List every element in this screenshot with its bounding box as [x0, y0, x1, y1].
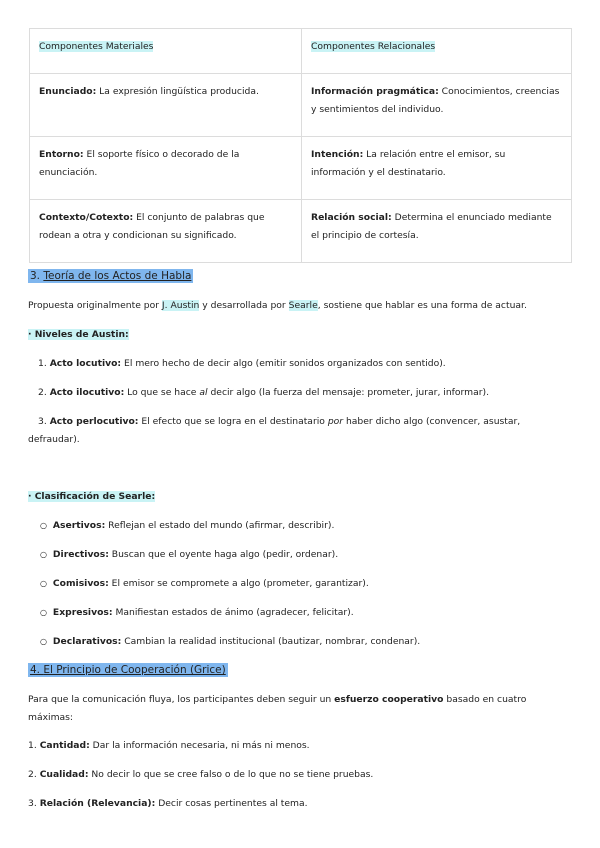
table-cell — [30, 137, 302, 200]
section-4-intro: Para que la comunicación fluya, los participantes deben seguir un esfuerzo cooperativo basado en cuatro máximas: — [28, 694, 527, 723]
table-cell — [30, 74, 302, 137]
circle-bullet-icon: ○ — [40, 637, 47, 646]
section-3-intro: Propuesta originalmente por J. Austin y desarrollada por Searle, sostiene que hablar es una forma de actuar. — [28, 300, 527, 311]
author-searle-link[interactable]: Searle — [288, 300, 318, 311]
section-number: 4. — [30, 664, 44, 676]
circle-bullet-icon: ○ — [40, 521, 47, 530]
list-item: ○ Expresivos: Manifiestan estados de ánimo (agradecer, felicitar). — [28, 604, 572, 622]
list-item: ○ Directivos: Buscan que el oyente haga algo (pedir, ordenar). — [28, 546, 572, 564]
table-cell — [302, 200, 572, 263]
list-item: ○ Asertivos: Reflejan el estado del mundo (afirmar, describir). — [28, 517, 572, 535]
list-item: 1. Cantidad: Dar la información necesaria, ni más ni menos. — [28, 740, 310, 751]
term: Relación social: — [311, 212, 392, 223]
section-title: Teoría de los Actos de Habla — [43, 270, 192, 282]
searle-heading: · Clasificación de Searle: — [28, 491, 156, 502]
definition: El conjunto de palabras que rodean a otra y condicionan su significado. — [39, 212, 265, 241]
term: Información pragmática: — [311, 86, 439, 97]
list-item: 1. Acto locutivo: El mero hecho de decir algo (emitir sonidos organizados con sentido). — [38, 358, 446, 369]
definition: La expresión lingüística producida. — [96, 86, 259, 97]
list-item: 2. Acto ilocutivo: Lo que se hace al decir algo (la fuerza del mensaje: prometer, jurar, informar). — [38, 387, 489, 398]
table-header-row — [30, 29, 572, 74]
term: Contexto/Cotexto: — [39, 212, 134, 223]
term: Enunciado: — [39, 86, 97, 97]
list-item: 3. Relación (Relevancia): Decir cosas pertinentes al tema. — [28, 798, 308, 809]
list-item: 3. Acto perlocutivo: El efecto que se logra en el destinatario por haber dicho algo (convencer, asustar, defraudar). — [28, 416, 521, 445]
list-item: ○ Comisivos: El emisor se compromete a algo (prometer, garantizar). — [28, 575, 572, 593]
table-row — [30, 137, 572, 200]
circle-bullet-icon: ○ — [40, 579, 47, 588]
table-cell — [302, 74, 572, 137]
definition: El soporte físico o decorado de la enunciación. — [39, 149, 240, 178]
table-row — [30, 74, 572, 137]
section-number: 3. — [30, 270, 44, 282]
term: Entorno: — [39, 149, 84, 160]
circle-bullet-icon: ○ — [40, 550, 47, 559]
table-cell — [30, 200, 302, 263]
table-header-cell — [30, 29, 302, 74]
austin-heading: · Niveles de Austin: — [28, 329, 129, 340]
definition: La relación entre el emisor, su información y el destinatario. — [311, 149, 506, 178]
components-table — [29, 28, 572, 263]
definition: Determina el enunciado mediante el principio de cortesía. — [311, 212, 552, 241]
author-austin-link[interactable]: J. Austin — [161, 300, 200, 311]
table-header-cell — [302, 29, 572, 74]
term: Intención: — [311, 149, 364, 160]
list-item: ○ Declarativos: Cambian la realidad institucional (bautizar, nombrar, condenar). — [28, 633, 572, 651]
definition: Conocimientos, creencias y sentimientos del individuo. — [311, 86, 560, 115]
header-relational: Componentes Relacionales — [311, 41, 436, 52]
section-3-heading — [28, 267, 572, 285]
circle-bullet-icon: ○ — [40, 608, 47, 617]
list-item: 2. Cualidad: No decir lo que se cree falso o de lo que no se tiene pruebas. — [28, 769, 374, 780]
section-title: El Principio de Cooperación (Grice) — [43, 664, 226, 676]
table-row — [30, 200, 572, 263]
table-cell — [302, 137, 572, 200]
header-material: Componentes Materiales — [39, 41, 154, 52]
section-4-heading — [28, 661, 572, 679]
